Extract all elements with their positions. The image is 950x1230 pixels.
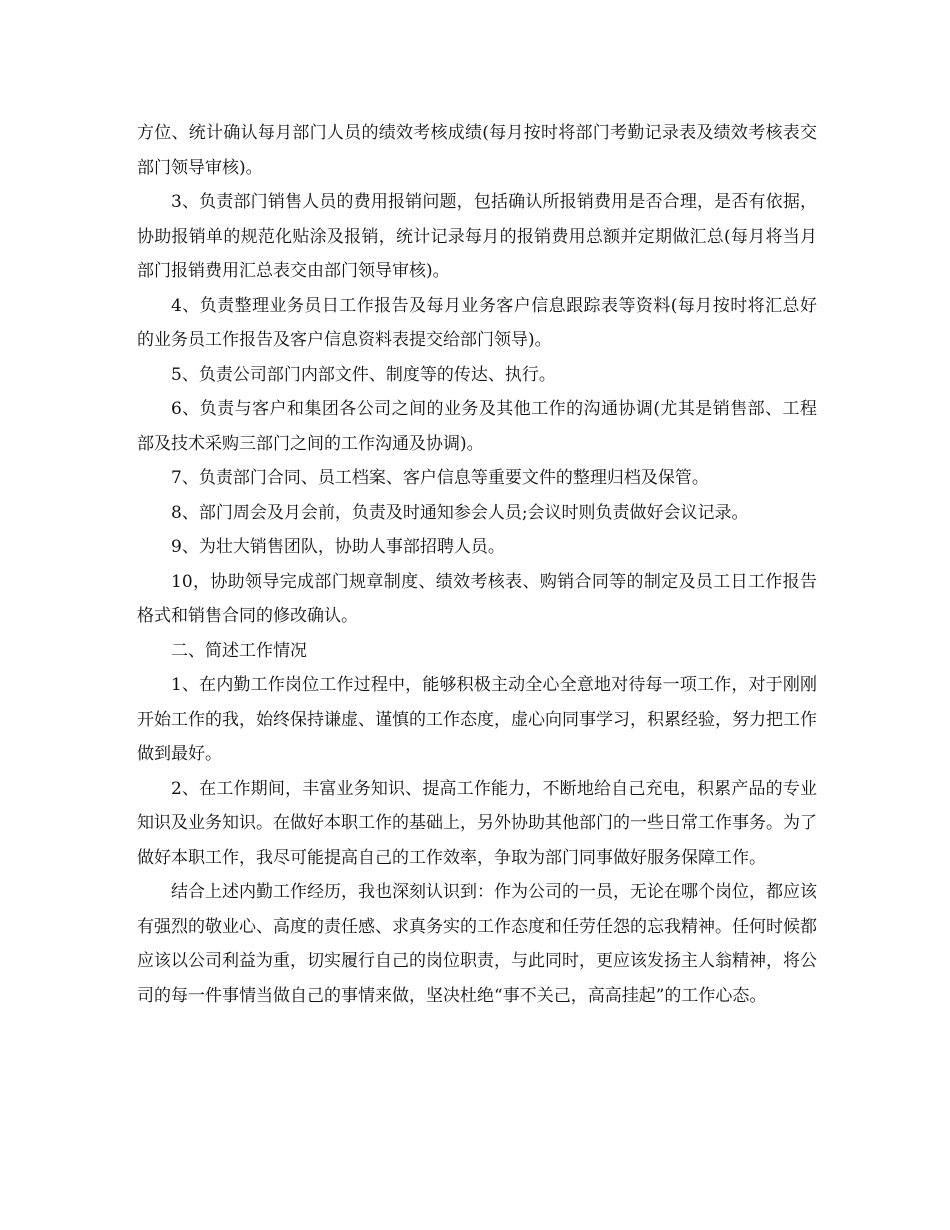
- paragraph-1: 方位、统计确认每月部门人员的绩效考核成绩(每月按时将部门考勤记录表及绩效考核表交部门领导审核)。: [137, 123, 817, 178]
- paragraph-8: 9、为壮大销售团队，协助人事部招聘人员。: [171, 537, 505, 557]
- paragraph-3: 4、负责整理业务员日工作报告及每月业务客户信息跟踪表等资料(每月按时将汇总好的业务员工作报告及客户信息资料表提交给部门领导)。: [137, 295, 817, 350]
- section-heading: 二、简述工作情况: [171, 640, 307, 661]
- paragraph-2: 3、负责部门销售人员的费用报销问题，包括确认所报销费用是否合理，是否有依据，协助报销单的规范化贴涂及报销，统计记录每月的报销费用总额并定期做汇总(每月将当月部门报销费用汇总表交由部门领导审核)。: [137, 192, 817, 281]
- paragraph-6: 7、负责部门合同、员工档案、客户信息等重要文件的整理归档及保管。: [171, 468, 709, 488]
- document-body: [137, 116, 817, 1013]
- paragraph-5: 6、负责与客户和集团各公司之间的业务及其他工作的沟通协调(尤其是销售部、工程部及技术采购三部门之间的工作沟通及协调)。: [137, 399, 817, 454]
- paragraph-10: 1、在内勤工作岗位工作过程中，能够积极主动全心全意地对待每一项工作，对于刚刚开始工作的我，始终保持谦虚、谨慎的工作态度，虚心向同事学习，积累经验，努力把工作做到最好。: [137, 675, 817, 764]
- paragraph-7: 8、部门周会及月会前，负责及时通知参会人员;会议时则负责做好会议记录。: [171, 502, 749, 523]
- paragraph-9: 10，协助领导完成部门规章制度、绩效考核表、购销合同等的制定及员工日工作报告格式和销售合同的修改确认。: [137, 571, 817, 626]
- paragraph-11: 2、在工作期间，丰富业务知识、提高工作能力，不断地给自己充电，积累产品的专业知识及业务知识。在做好本职工作的基础上，另外协助其他部门的一些日常工作事务。为了做好本职工作，我尽可能提高自己的工作效率，争取为部门同事做好服务保障工作。: [137, 778, 817, 868]
- paragraph-4: 5、负责公司部门内部文件、制度等的传达、执行。: [171, 364, 556, 385]
- paragraph-12: 结合上述内勤工作经历，我也深刻认识到：作为公司的一员，无论在哪个岗位，都应该有强烈的敬业心、高度的责任感、求真务实的工作态度和任劳任怨的忘我精神。任何时候都应该以公司利益为重，切实履行自己的岗位职责，与此同时，更应该发扬主人翁精神，将公司的每一件事情当做自己的事情来做，坚决杜绝“事不关己，高高挂起”的工作心态。: [137, 882, 817, 1006]
